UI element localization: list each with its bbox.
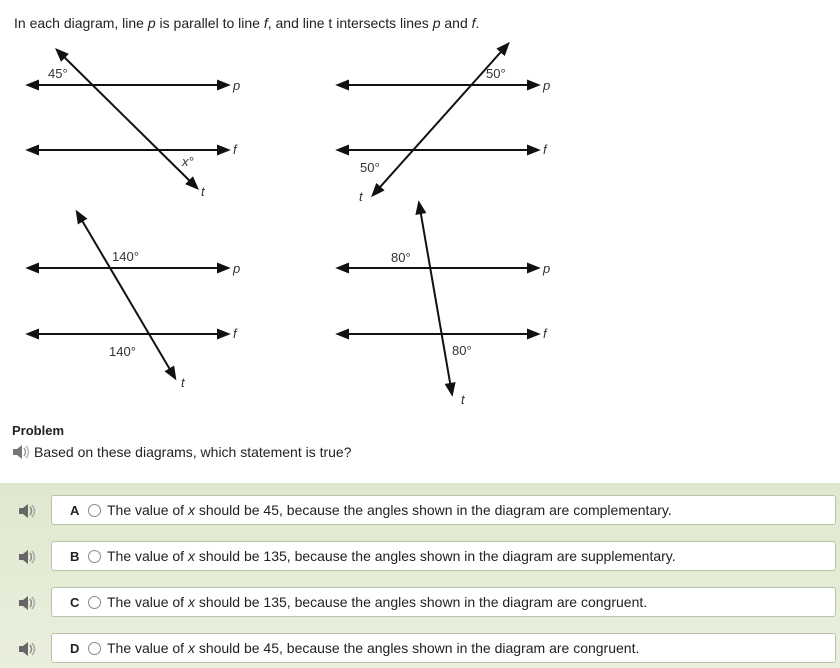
speaker-icon[interactable] (18, 503, 38, 524)
choice-text-part: The value of (107, 548, 188, 564)
diagram-4 (338, 203, 550, 407)
line-t (419, 203, 452, 394)
label-t: t (461, 392, 465, 407)
answer-row-b (0, 541, 840, 575)
instructions-text (14, 15, 479, 31)
choice-var: x (187, 640, 195, 656)
intro-part: , and line t intersects lines (267, 15, 433, 31)
diagram-2 (338, 44, 550, 204)
label-f: f (233, 142, 237, 157)
label-f: f (233, 326, 237, 341)
problem-question: Based on these diagrams, which statement is true? (34, 444, 352, 460)
label-p: p (233, 78, 241, 93)
label-t: t (201, 184, 205, 199)
intro-var-f: f (263, 15, 268, 31)
answer-choice-b[interactable] (51, 541, 836, 571)
label-f: f (543, 326, 547, 341)
radio-button[interactable] (88, 596, 101, 609)
choice-var: x (187, 594, 195, 610)
label-t: t (359, 189, 363, 204)
diagram-1 (28, 50, 240, 199)
choice-text (107, 502, 672, 518)
angle-label-top: 80° (391, 250, 411, 265)
intro-var-f: f (471, 15, 476, 31)
choice-text-part: should be 135, because the angles shown in the diagram are congruent. (194, 594, 648, 610)
intro-part: and (440, 15, 472, 31)
speaker-icon[interactable] (12, 444, 32, 460)
choice-text-part: should be 135, because the angles shown in the diagram are supplementary. (194, 548, 676, 564)
intro-part: is parallel to line (155, 15, 264, 31)
choice-letter: A (70, 502, 80, 518)
angle-label-x: x° (182, 154, 194, 169)
choice-text (107, 594, 647, 610)
radio-button[interactable] (88, 504, 101, 517)
angle-label-bottom: 80° (452, 343, 472, 358)
speaker-icon[interactable] (18, 641, 38, 662)
label-p: p (543, 261, 551, 276)
diagram-3 (28, 212, 240, 390)
choice-text-part: The value of (107, 594, 188, 610)
choice-var: x (187, 548, 195, 564)
intro-var-p: p (147, 15, 156, 31)
speaker-icon[interactable] (18, 595, 38, 616)
angle-label-top: 45° (48, 66, 68, 81)
choice-letter: C (70, 594, 80, 610)
choice-text (107, 640, 639, 656)
answer-row-a (0, 495, 840, 529)
choice-letter: D (70, 640, 80, 656)
problem-question-row (12, 444, 352, 460)
answer-row-d (0, 633, 840, 667)
choice-text-part: should be 45, because the angles shown in the diagram are complementary. (194, 502, 672, 518)
choice-var: x (187, 502, 195, 518)
answer-row-c (0, 587, 840, 621)
answer-choices (0, 483, 840, 668)
label-p: p (233, 261, 241, 276)
intro-part: In each diagram, line (14, 15, 148, 31)
intro-part: . (475, 15, 480, 31)
angle-label-bottom: 140° (109, 344, 136, 359)
choice-text-part: should be 45, because the angles shown in the diagram are congruent. (194, 640, 640, 656)
answer-choice-d[interactable] (51, 633, 836, 663)
choice-text-part: The value of (107, 502, 188, 518)
label-p: p (543, 78, 551, 93)
choice-letter: B (70, 548, 80, 564)
radio-button[interactable] (88, 642, 101, 655)
problem-heading: Problem (12, 423, 65, 438)
answer-choice-a[interactable] (51, 495, 836, 525)
line-t (57, 50, 197, 188)
label-t: t (181, 375, 185, 390)
intro-var-p: p (432, 15, 441, 31)
angle-label-top: 140° (112, 249, 139, 264)
answer-choice-c[interactable] (51, 587, 836, 617)
radio-button[interactable] (88, 550, 101, 563)
choice-text-part: The value of (107, 640, 188, 656)
speaker-icon[interactable] (18, 549, 38, 570)
label-f: f (543, 142, 547, 157)
choice-text (107, 548, 676, 564)
diagrams-figure (0, 36, 600, 416)
angle-label-top: 50° (486, 66, 506, 81)
angle-label-bottom: 50° (360, 160, 380, 175)
